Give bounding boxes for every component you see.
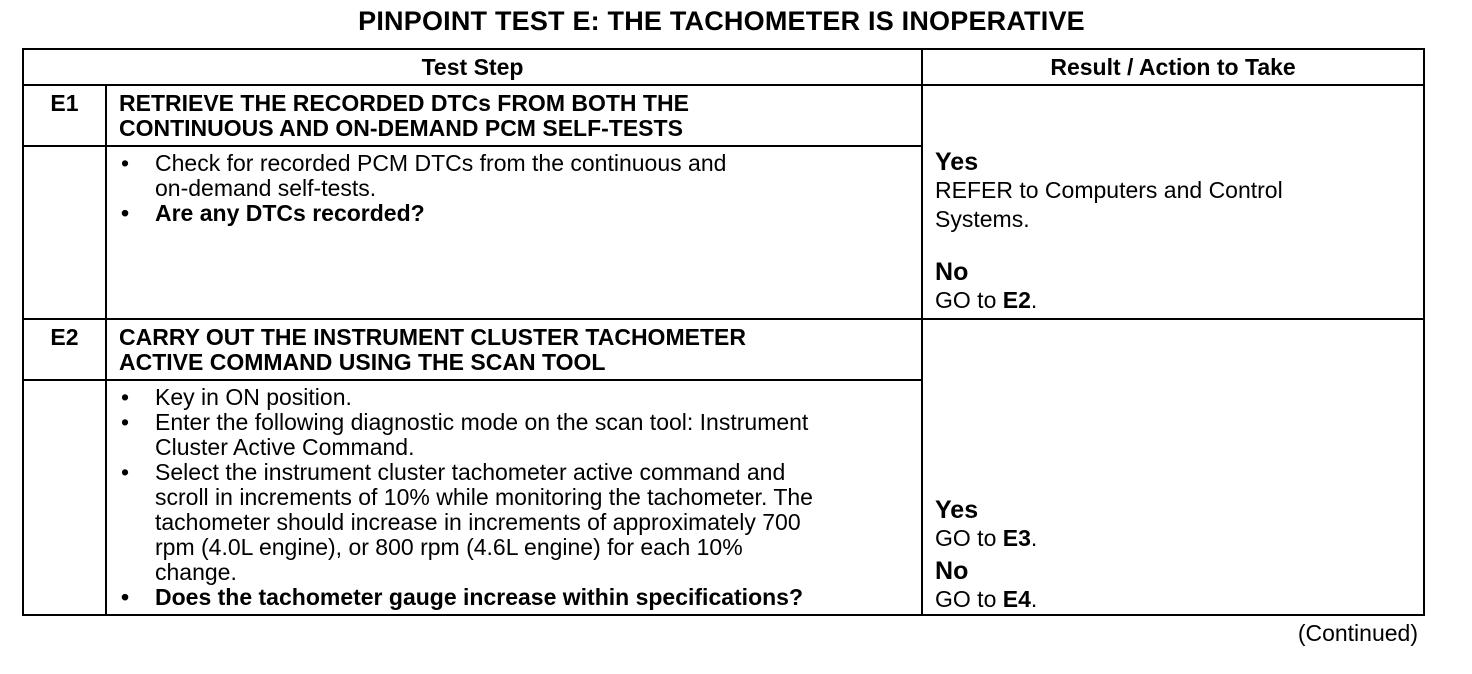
result-yes-label: Yes [935,496,979,524]
step-body-e2 [106,380,922,615]
list-item: • Are any DTCs recorded? [117,201,901,226]
list-item: • Enter the following diagnostic mode on the scan tool: Instrument Cluster Active Command. [117,410,901,460]
result-no-label: No [935,258,969,286]
result-e1: Yes REFER to Computers and Control Systems. No GO to E2. [922,85,1424,319]
list-item: • Select the instrument cluster tachometer active command and scroll in increments of 10% while monitoring the tachometer. The tachometer should increase in increments of approximately 700 rpm (4.0L engine), or 800 rpm (4.6L engine) for each 10% change. [117,460,901,585]
result-header: Result / Action to Take [922,49,1424,85]
step-heading-e2: CARRY OUT THE INSTRUMENT CLUSTER TACHOMETER ACTIVE COMMAND USING THE SCAN TOOL [106,319,922,380]
step-heading-e1: RETRIEVE THE RECORDED DTCs FROM BOTH THE CONTINUOUS AND ON-DEMAND PCM SELF-TESTS [106,85,922,146]
pinpoint-test-table [22,48,1425,616]
result-yes-action: GO to E3. [935,525,1038,551]
list-item: • Key in ON position. [117,385,901,410]
result-yes-label: Yes [935,148,979,176]
list-item: • Check for recorded PCM DTCs from the continuous and on-demand self-tests. [117,151,901,201]
result-no-action: GO to E2. [935,287,1038,313]
list-item: • Does the tachometer gauge increase within specifications? [117,585,901,610]
step-id-e1: E1 [23,85,106,146]
test-step-header: Test Step [23,49,922,85]
page-title: PINPOINT TEST E: THE TACHOMETER IS INOPERATIVE [358,6,1085,36]
step-body-e1 [106,146,922,319]
continued-note: (Continued) [1297,620,1418,646]
step-id-e2: E2 [23,319,106,380]
result-no-action: GO to E4. [935,586,1038,612]
result-no-label: No [935,557,969,585]
result-e2 [922,319,1424,615]
